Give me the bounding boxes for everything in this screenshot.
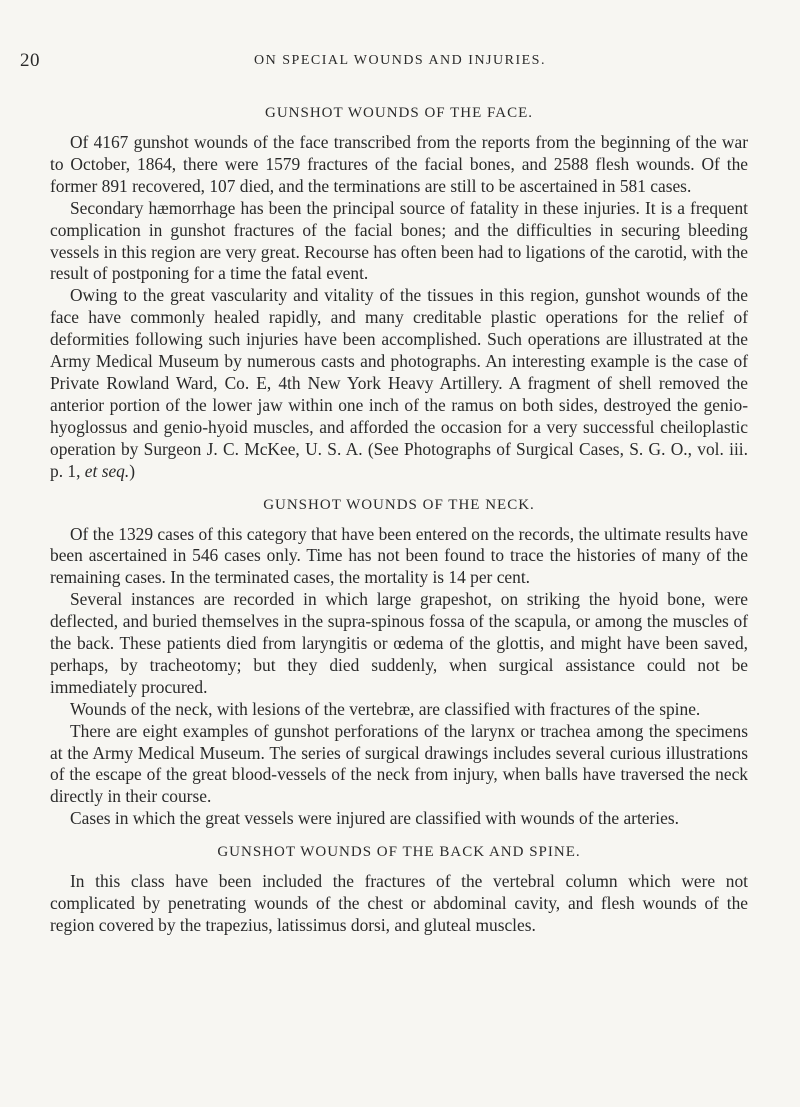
section-back-spine [50,844,748,937]
paragraph: Of the 1329 cases of this category that have been entered on the records, the ultimate results have been ascertained in 546 cases only. Time has not been found to trace the histories of many of the remaining cases. In the terminated cases, the mortality is 14 per cent. [50,523,748,588]
section-face [50,105,748,483]
italic-citation: et seq. [84,460,130,481]
paragraph-text: Owing to the great vascularity and vitality of the tissues in this region, gunshot wounds of the face have commonly healed rapidly, and many creditable plastic operations for the relief of deformities following such injuries have been accomplished. Such operations are illustrated at the Army Medical Museum by numerous casts and photographs. An interesting example is the case of Private Rowland Ward, Co. E, 4th New York Heavy Artillery. A fragment of shell removed the anterior portion of the lower jaw within one inch of the ramus on both sides, destroyed the genio-hyoglossus and genio-hyoid muscles, and afforded the occasion for a very successful cheiloplastic operation by Surgeon J. C. McKee, U. S. A. (See Photographs of Surgical Cases, S. G. O., vol. iii. p. 1, [50,285,748,481]
paragraph: Secondary hæmorrhage has been the principal source of fatality in these injuries. It is a frequent complication in gunshot fractures of the facial bones; and the difficulties in securing bleeding vessels in this region are very great. Recourse has often been had to ligations of the carotid, with the result of postponing for a time the fatal event. [50,197,748,284]
paragraph: Of 4167 gunshot wounds of the face transcribed from the reports from the beginning of the war to October, 1864, there were 1579 fractures of the facial bones, and 2588 flesh wounds. Of the former 891 recovered, 107 died, and the terminations are still to be ascertained in 581 cases. [50,132,748,196]
section-heading: GUNSHOT WOUNDS OF THE NECK. [263,496,535,513]
section-neck [50,497,748,831]
paragraph: Cases in which the great vessels were injured are classified with wounds of the arteries. [70,808,679,829]
running-head [20,50,780,72]
closing-paren: ) [129,460,136,481]
paragraph: Several instances are recorded in which large grapeshot, on striking the hyoid bone, were deflected, and buried themselves in the supra-spinous fossa of the scapula, or among the muscles of the back. These patients died from laryngitis or œdema of the glottis, and might have been saved, perhaps, by tracheotomy; but they died suddenly, when surgical assistance could not be immediately procured. [50,589,748,697]
page-body [50,105,748,951]
paragraph [50,285,748,482]
page-number: 20 [20,50,40,71]
paragraph: In this class have been included the fractures of the vertebral column which were not complicated by penetrating wounds of the chest or abdominal cavity, and flesh wounds of the region covered by the trapezius, latissimus dorsi, and gluteal muscles. [50,871,748,935]
paragraph: Wounds of the neck, with lesions of the vertebræ, are classified with fractures of the spine. [70,698,701,719]
running-title: ON SPECIAL WOUNDS AND INJURIES. [254,53,546,68]
paragraph: There are eight examples of gunshot perforations of the larynx or trachea among the specimens at the Army Medical Museum. The series of surgical drawings includes several curious illustrations of the escape of the great blood-vessels of the neck from injury, when balls have traversed the neck directly in their course. [50,720,748,807]
section-heading: GUNSHOT WOUNDS OF THE BACK AND SPINE. [217,844,581,861]
section-heading: GUNSHOT WOUNDS OF THE FACE. [265,105,533,121]
